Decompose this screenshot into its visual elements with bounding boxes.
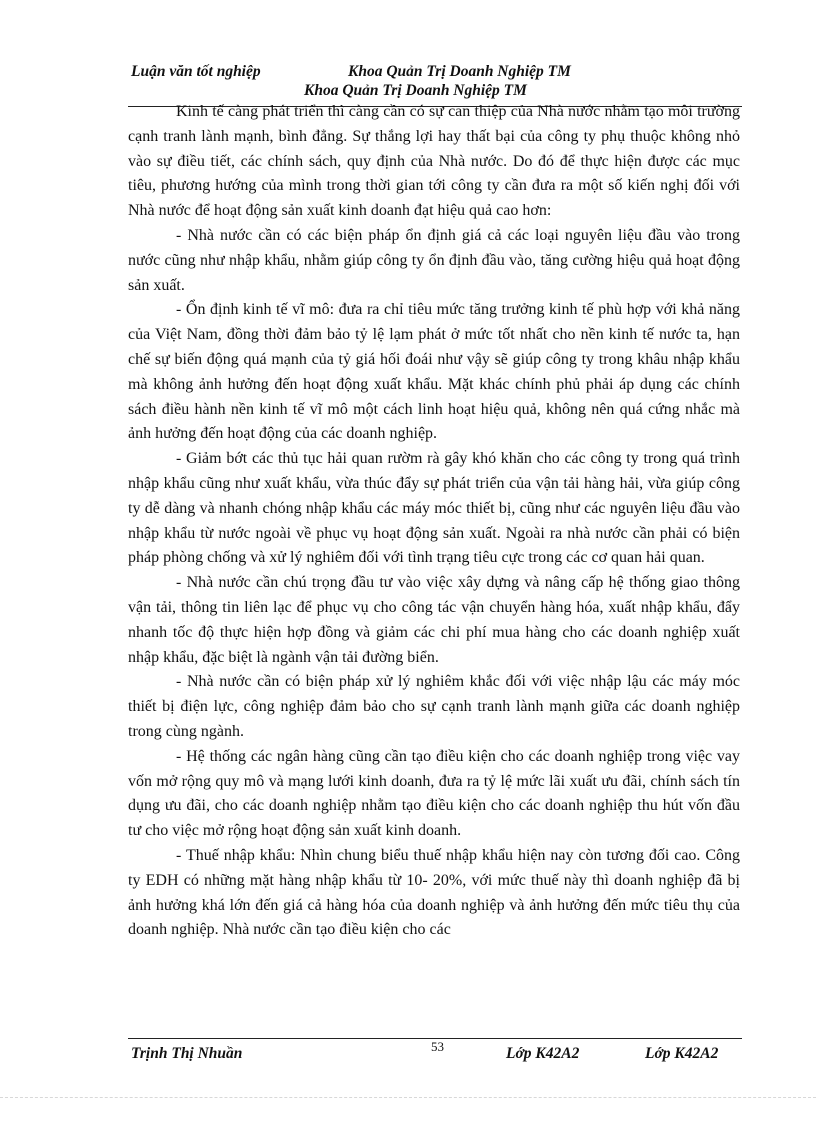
class-label-repeat: Lớp K42A2: [645, 1045, 719, 1062]
paragraph: - Nhà nước cần có các biện pháp ổn định giá cả các loại nguyên liệu đầu vào trong nước cũng như nhập khẩu, nhằm giúp công ty ổn định đầu vào, tăng cường hiệu quả hoạt động sản xuất.: [128, 226, 740, 294]
paragraph: - Nhà nước cần có biện pháp xử lý nghiêm khắc đối với việc nhập lậu các máy móc thiết bị điện lực, công nghiệp đảm bảo cho sự cạnh tranh lành mạnh giữa các doanh nghiệp trong cùng ngành.: [128, 673, 740, 740]
paragraph: Kinh tế càng phát triển thì càng cần có sự can thiệp của Nhà nước nhằm tạo môi trường cạnh tranh lành mạnh, bình đẳng. Sự thắng lợi hay thất bại của công ty phụ thuộc không nhỏ vào sự điều tiết, các chính sách, quy định của Nhà nước. Do đó để thực hiện được các mục tiêu, phương hướng của mình trong thời gian tới công ty cần đưa ra một số kiến nghị đối với Nhà nước để hoạt động sản xuất kinh doanh đạt hiệu quả cao hơn:: [128, 103, 740, 220]
faculty-label: Khoa Quản Trị Doanh Nghiệp TM: [348, 63, 571, 80]
page-footer: [128, 1038, 742, 1069]
paragraph: - Ổn định kinh tế vĩ mô: đưa ra chỉ tiêu mức tăng trưởng kinh tế phù hợp với khả năng của Việt Nam, đồng thời đảm bảo tỷ lệ lạm phát ở mức tốt nhất cho nền kinh tế nước ta, hạn chế sự biến động quá mạnh của tỷ giá hối đoái như vậy sẽ giúp công ty trong khâu nhập khẩu mà không ảnh hưởng đến hoạt động xuất khẩu. Mặt khác chính phủ phải áp dụng các chính sách điều hành nền kinh tế vĩ mô một cách linh hoạt hiệu quả, không nên quá cứng nhắc mà ảnh hưởng đến hoạt động của các doanh nghiệp.: [128, 301, 740, 443]
page-bottom-divider: [0, 1097, 816, 1098]
page-number: 53: [431, 1039, 444, 1054]
author-name: Trịnh Thị Nhuần: [131, 1045, 243, 1062]
thesis-label: Luận văn tốt nghiệp: [131, 63, 261, 80]
class-label: Lớp K42A2: [506, 1045, 580, 1062]
paragraph: - Thuế nhập khẩu: Nhìn chung biểu thuế nhập khẩu hiện nay còn tương đối cao. Công ty EDH có những mặt hàng nhập khẩu từ 10- 20%, với mức thuế này thì doanh nghiệp đã bị ảnh hưởng khá lớn đến giá cả hàng hóa của doanh nghiệp và ảnh hưởng đến mức tiêu thụ của doanh nghiệp. Nhà nước cần tạo điều kiện cho các: [128, 846, 740, 939]
paragraph: - Hệ thống các ngân hàng cũng cần tạo điều kiện cho các doanh nghiệp trong việc vay vốn mở rộng quy mô và mạng lưới kinh doanh, đưa ra tỷ lệ mức lãi xuất ưu đãi, chính sách tín dụng ưu đãi, cho các doanh nghiệp nhằm tạo điều kiện cho các doanh nghiệp thu hút vốn đầu tư cho việc mở rộng hoạt động sản xuất kinh doanh.: [128, 747, 740, 840]
paragraph: - Giảm bớt các thủ tục hải quan rườm rà gây khó khăn cho các công ty trong quá trình nhập khẩu cũng như xuất khẩu, vừa thúc đẩy sự phát triển của vận tải hàng hải, vừa giúp công ty dễ dàng và nhanh chóng nhập khẩu các máy móc thiết bị, cũng như các nguyên liệu đầu vào nhập khẩu từ nước ngoài về phục vụ hoạt động sản xuất. Ngoài ra nhà nước cần phải có biện pháp phòng chống và xử lý nghiêm đối với tình trạng tiêu cực trong các cơ quan hải quan.: [128, 450, 740, 567]
paragraph: - Nhà nước cần chú trọng đầu tư vào việc xây dựng và nâng cấp hệ thống giao thông vận tải, thông tin liên lạc để phục vụ cho công tác vận chuyển hàng hóa, xuất nhập khẩu, đẩy nhanh tốc độ thực hiện hợp đồng và giảm các chi phí mua hàng cho các doanh nghiệp xuất nhập khẩu, đặc biệt là ngành vận tải đường biển.: [128, 574, 740, 666]
body-text: [128, 100, 740, 943]
faculty-label-repeat: Khoa Quản Trị Doanh Nghiệp TM: [304, 82, 527, 99]
